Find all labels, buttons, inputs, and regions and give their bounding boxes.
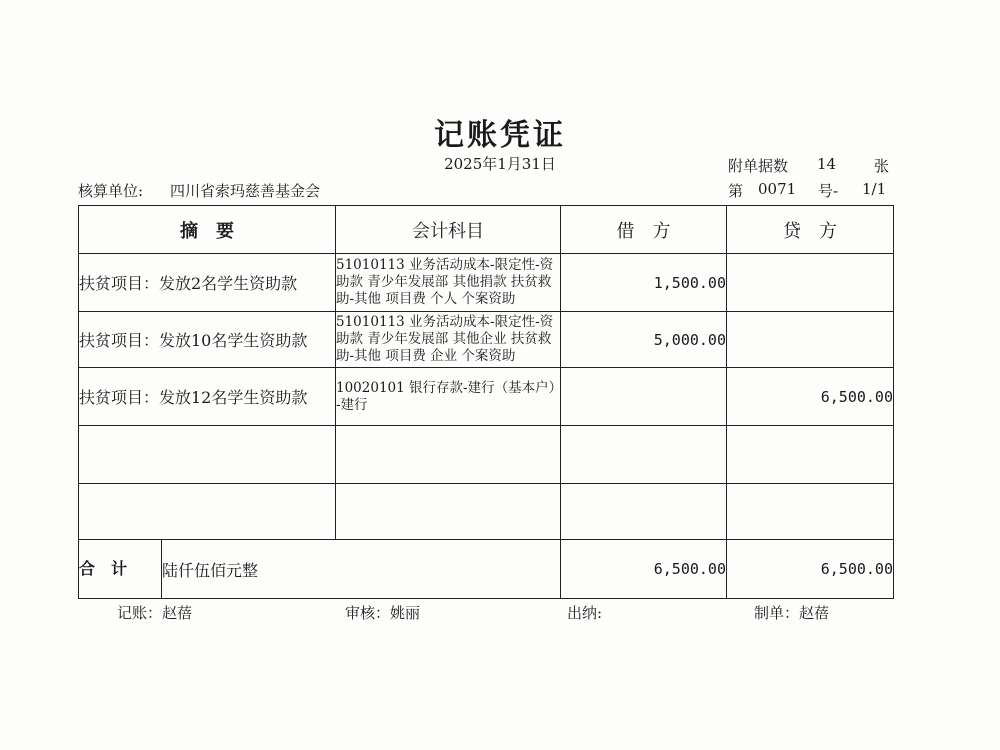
header-row — [79, 206, 894, 254]
row-credit — [727, 426, 894, 484]
total-in-words: 陆仟伍佰元整 — [162, 560, 259, 580]
attachments-label: 附单据数 — [728, 157, 789, 175]
table-row — [79, 312, 894, 368]
row-account: 51010113 业务活动成本-限定性-资助款 青少年发展部 其他捐款 扶贫救助-其他 项目费 个人 个案资助 — [336, 254, 561, 312]
total-row — [79, 540, 894, 599]
row-credit: 6,500.00 — [727, 368, 894, 426]
table-row — [79, 484, 894, 540]
voucher-no-suffix: 号- — [818, 182, 839, 200]
table-row — [79, 368, 894, 426]
row-credit — [727, 312, 894, 368]
row-debit — [561, 368, 727, 426]
voucher-table — [78, 205, 894, 599]
row-debit: 5,000.00 — [561, 312, 727, 368]
voucher-date: 2025年1月31日 — [444, 155, 556, 173]
row-summary — [79, 426, 336, 484]
attachments-unit: 张 — [874, 157, 890, 175]
voucher-no-prefix: 第 — [728, 182, 744, 200]
unit-label: 核算单位: — [78, 182, 144, 200]
total-left-cell — [79, 540, 561, 599]
row-summary: 扶贫项目：发放2名学生资助款 — [79, 254, 336, 312]
row-summary — [79, 484, 336, 540]
row-credit — [727, 254, 894, 312]
row-credit — [727, 484, 894, 540]
voucher-no-number: 0071 — [758, 180, 797, 198]
header-debit: 借 方 — [561, 206, 727, 254]
header-credit: 贷 方 — [727, 206, 894, 254]
total-label: 合 计 — [79, 540, 162, 598]
row-account — [336, 426, 561, 484]
table-row — [79, 254, 894, 312]
voucher-page: 1/1 — [862, 180, 887, 198]
row-account: 10020101 银行存款-建行（基本户）-建行 — [336, 368, 561, 426]
attachments-count: 14 — [817, 155, 837, 173]
header-summary: 摘 要 — [79, 206, 336, 254]
total-debit: 6,500.00 — [561, 540, 727, 599]
reviewer-signature: 审核：姚丽 — [345, 604, 421, 622]
unit-name: 四川省索玛慈善基金会 — [170, 182, 321, 200]
header-account: 会计科目 — [336, 206, 561, 254]
row-debit — [561, 484, 727, 540]
table-row — [79, 426, 894, 484]
row-debit — [561, 426, 727, 484]
row-account — [336, 484, 561, 540]
row-debit: 1,500.00 — [561, 254, 727, 312]
cashier-signature: 出纳: — [567, 604, 603, 622]
preparer-signature: 制单：赵蓓 — [754, 604, 830, 622]
bookkeeper-signature: 记账：赵蓓 — [117, 604, 193, 622]
row-summary: 扶贫项目：发放10名学生资助款 — [79, 312, 336, 368]
voucher-title: 记账凭证 — [434, 118, 566, 153]
row-account: 51010113 业务活动成本-限定性-资助款 青少年发展部 其他企业 扶贫救助-其他 项目费 企业 个案资助 — [336, 312, 561, 368]
row-summary: 扶贫项目：发放12名学生资助款 — [79, 368, 336, 426]
total-credit: 6,500.00 — [727, 540, 894, 599]
